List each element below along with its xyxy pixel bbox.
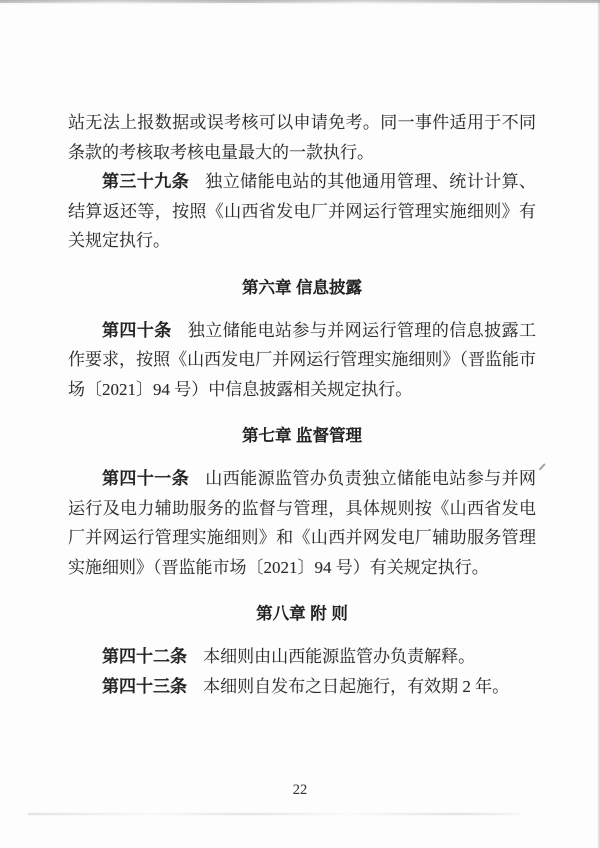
article-39-number: 第三十九条 [102, 172, 190, 191]
article-41 [68, 464, 536, 582]
article-39 [68, 167, 536, 256]
chapter-6-heading: 第六章 信息披露 [241, 278, 363, 297]
chapter-7-heading: 第七章 监督管理 [241, 427, 363, 445]
page-content [68, 108, 536, 701]
article-40-number: 第四十条 [102, 320, 172, 340]
paragraph-continuation: 站无法上报数据或误考核可以申请免考。同一事件适用于不同条款的考核取考核电量最大的一款执行。 [68, 113, 536, 162]
article-42-number: 第四十二条 [102, 647, 187, 666]
article-42 [68, 642, 536, 672]
article-42-text: 本细则由山西能源监管办负责解释。 [203, 647, 476, 666]
article-41-text: 山西能源监管办负责独立储能电站参与并网运行及电力辅助服务的监督与管理，具体规则按《山西省发电厂并网运行管理实施细则》和《山西并网发电厂辅助服务管理实施细则》（晋监能市场〔2021〕94 号）有关规定执行。 [68, 469, 537, 577]
article-39-text: 独立储能电站的其他通用管理、统计计算、结算返还等，按照《山西省发电厂并网运行管理实施细则》有关规定执行。 [68, 172, 537, 250]
article-40 [68, 316, 536, 405]
scan-artifact-scratch [539, 463, 545, 470]
page-number: 22 [292, 782, 308, 798]
article-40-text: 独立储能电站参与并网运行管理的信息披露工作要求，按照《山西发电厂并网运行管理实施细则》（晋监能市场〔2021〕94 号）中信息披露相关规定执行。 [68, 320, 537, 399]
article-41-number: 第四十一条 [102, 469, 190, 488]
scan-artifact-top-edge-variation [0, 0, 600, 3]
article-43 [68, 672, 536, 702]
chapter-8-heading: 第八章 附 则 [256, 605, 348, 623]
scan-artifact-bottom-smudge [28, 813, 520, 815]
article-43-number: 第四十三条 [102, 676, 187, 696]
article-43-text: 本细则自发布之日起施行，有效期 2 年。 [203, 676, 510, 696]
